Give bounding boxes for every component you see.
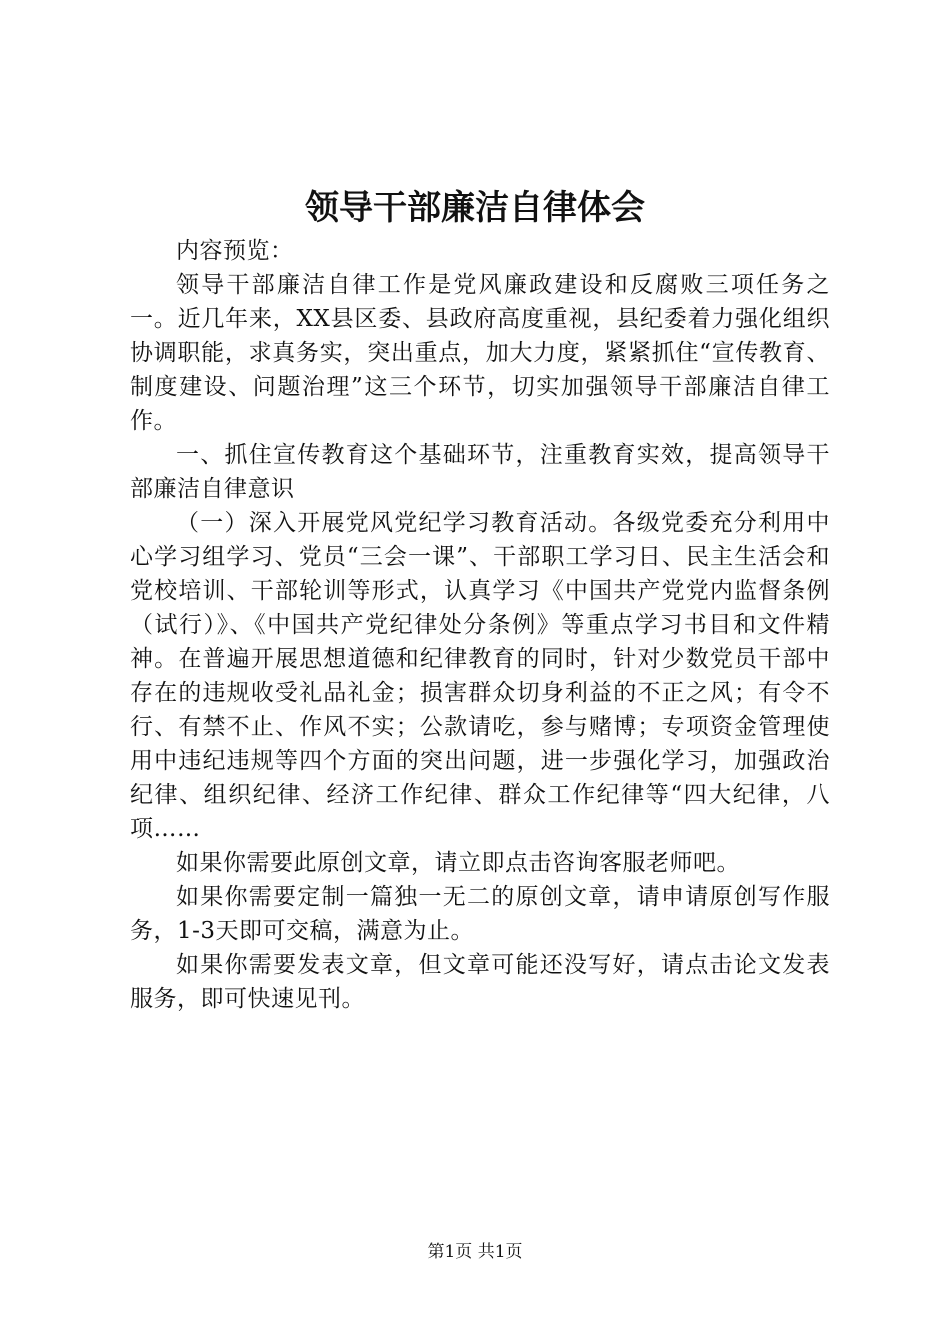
section-heading: 一、抓住宣传教育这个基础环节，注重教育实效，提高领导干部廉洁自律意识 xyxy=(130,442,830,502)
preview-label: 内容预览： xyxy=(176,238,294,264)
publish-prompt: 如果你需要发表文章，但文章可能还没写好，请点击论文发表服务，即可快速见刊。 xyxy=(130,952,830,1012)
consult-prompt: 如果你需要此原创文章，请立即点击咨询客服老师吧。 xyxy=(176,850,740,876)
custom-writing-prompt: 如果你需要定制一篇独一无二的原创文章，请申请原创写作服务，1-3天即可交稿，满意为止。 xyxy=(130,884,830,944)
document-title: 领导干部廉洁自律体会 xyxy=(305,188,645,228)
page-number: 第1页 共1页 xyxy=(427,1242,523,1262)
intro-paragraph: 领导干部廉洁自律工作是党风廉政建设和反腐败三项任务之一。近几年来，XX县区委、县政府高度重视，县纪委着力强化组织协调职能，求真务实，突出重点，加大力度，紧紧抓住“宣传教育、制度建设、问题治理”这三个环节，切实加强领导干部廉洁自律工作。 xyxy=(130,272,830,434)
document-body xyxy=(130,234,830,1016)
subsection-paragraph: （一）深入开展党风党纪学习教育活动。各级党委充分利用中心学习组学习、党员“三会一课”、干部职工学习日、民主生活会和党校培训、干部轮训等形式，认真学习《中国共产党党内监督条例（试行）》、《中国共产党纪律处分条例》等重点学习书目和文件精神。在普遍开展思想道德和纪律教育的同时，针对少数党员干部中存在的违规收受礼品礼金；损害群众切身利益的不正之风；有令不行、有禁不止、作风不实；公款请吃，参与赌博；专项资金管理使用中违纪违规等四个方面的突出问题，进一步强化学习，加强政治纪律、组织纪律、经济工作纪律、群众工作纪律等“四大纪律，八项…… xyxy=(130,510,830,842)
